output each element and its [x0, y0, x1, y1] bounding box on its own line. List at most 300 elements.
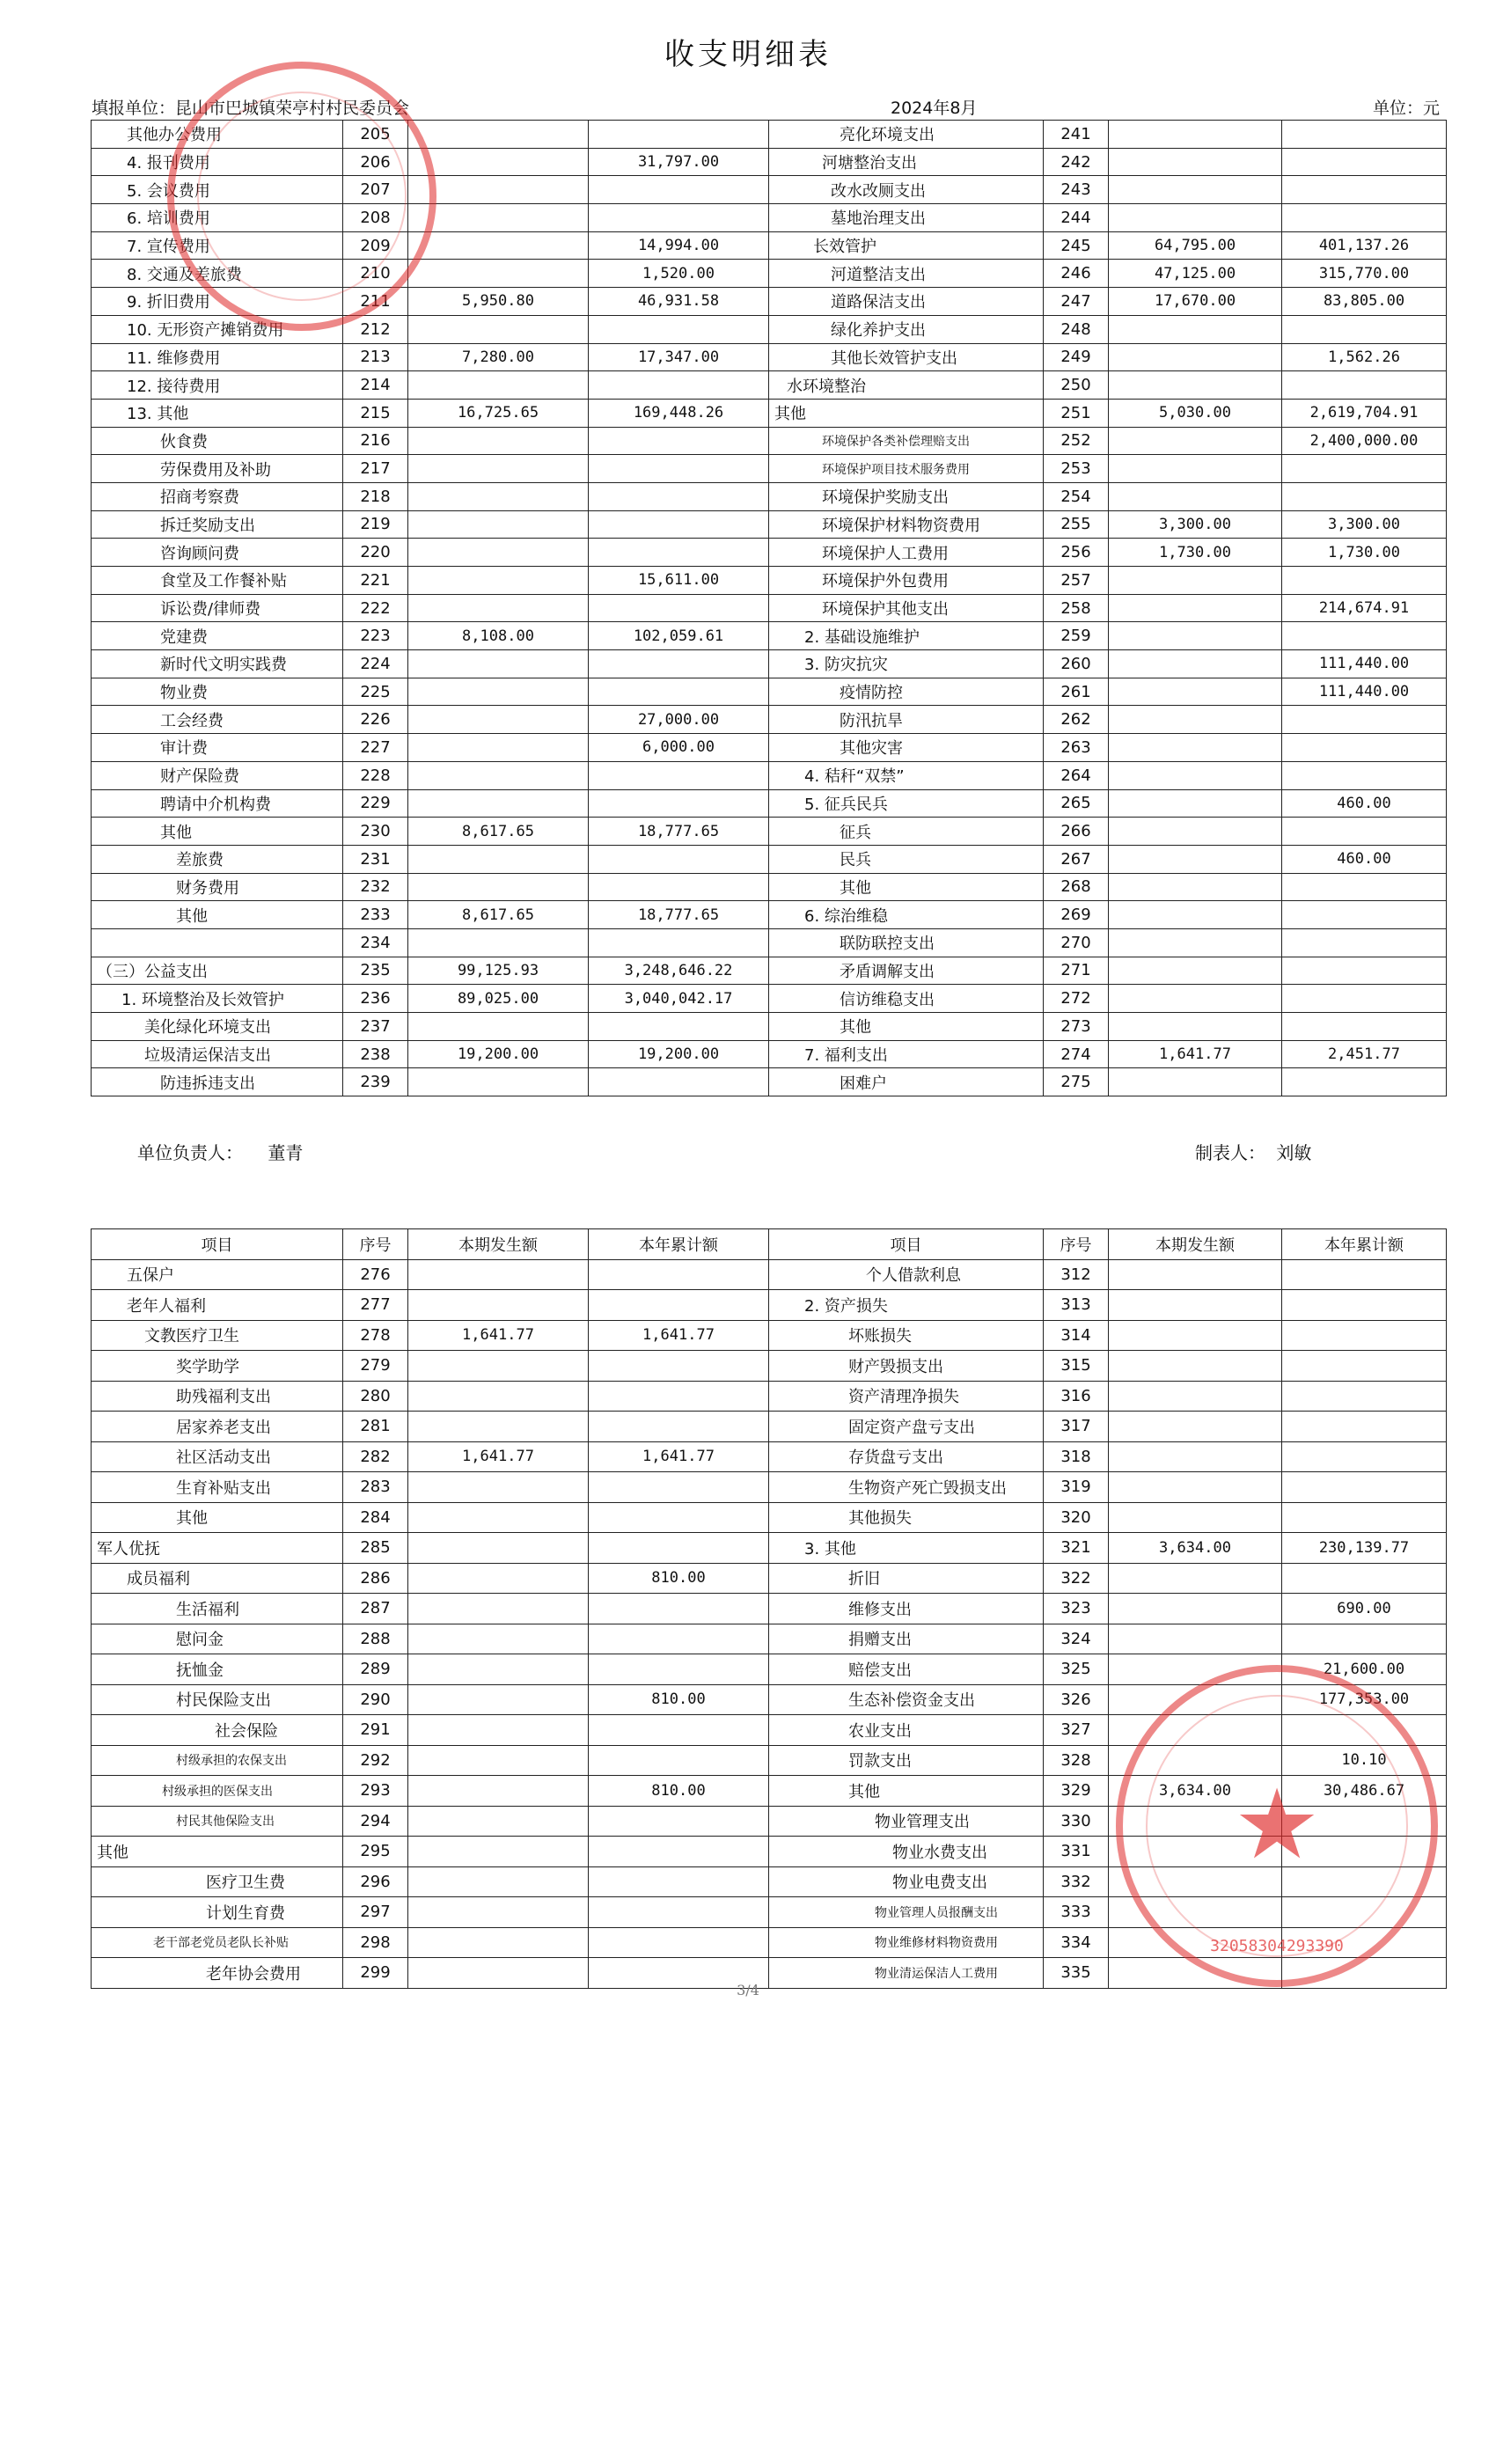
item-left: 新时代文明实践费: [92, 650, 343, 678]
ytd-right: 460.00: [1282, 789, 1447, 818]
ytd-left: [589, 1745, 769, 1776]
header-current: 本期发生额: [408, 1229, 589, 1260]
table-row: [92, 789, 1447, 818]
ytd-right: [1282, 734, 1447, 762]
item-left: 助残福利支出: [92, 1381, 343, 1412]
item-left: 抚恤金: [92, 1654, 343, 1685]
ytd-right: [1282, 818, 1447, 846]
ytd-left: [589, 678, 769, 706]
current-right: [1109, 121, 1282, 149]
item-left: 12. 接待费用: [92, 371, 343, 400]
seq-right: 246: [1044, 260, 1109, 288]
table-row: [92, 1594, 1447, 1624]
preparer-name: 刘敏: [1276, 1142, 1312, 1163]
seq-left: 283: [343, 1472, 408, 1503]
current-left: [408, 148, 589, 176]
current-left: [408, 427, 589, 455]
seq-left: 287: [343, 1594, 408, 1624]
current-left: [408, 678, 589, 706]
current-left: [408, 1654, 589, 1685]
ytd-left: 46,931.58: [589, 288, 769, 316]
ytd-left: 18,777.65: [589, 901, 769, 929]
ytd-left: 31,797.00: [589, 148, 769, 176]
seq-left: 225: [343, 678, 408, 706]
item-right: 矛盾调解支出: [769, 957, 1044, 985]
item-right: 其他: [769, 1013, 1044, 1041]
item-left: 军人优抚: [92, 1533, 343, 1564]
table-row: [92, 1563, 1447, 1594]
current-left: [408, 1533, 589, 1564]
seq-left: 237: [343, 1013, 408, 1041]
item-right: 物业清运保洁人工费用: [769, 1958, 1044, 1989]
item-left: 10. 无形资产摊销费用: [92, 315, 343, 343]
seq-right: 258: [1044, 594, 1109, 622]
seq-right: 241: [1044, 121, 1109, 149]
table-row: [92, 343, 1447, 371]
table-row: [92, 706, 1447, 734]
ytd-right: 315,770.00: [1282, 260, 1447, 288]
item-right: 亮化环境支出: [769, 121, 1044, 149]
header-seq: 序号: [343, 1229, 408, 1260]
seq-right: 335: [1044, 1958, 1109, 1989]
ytd-left: 14,994.00: [589, 231, 769, 260]
seq-right: 267: [1044, 845, 1109, 873]
item-left: 村级承担的医保支出: [92, 1776, 343, 1807]
ytd-left: [589, 371, 769, 400]
ytd-left: [589, 176, 769, 204]
table-row: [92, 678, 1447, 706]
item-right: 存货盘亏支出: [769, 1441, 1044, 1472]
ytd-left: [589, 1837, 769, 1867]
ytd-left: 6,000.00: [589, 734, 769, 762]
item-right: 固定资产盘亏支出: [769, 1412, 1044, 1442]
seq-right: 244: [1044, 204, 1109, 232]
current-right: [1109, 1320, 1282, 1351]
ytd-right: [1282, 1290, 1447, 1321]
ytd-right: [1282, 121, 1447, 149]
current-left: [408, 650, 589, 678]
seq-right: 266: [1044, 818, 1109, 846]
seq-left: 228: [343, 761, 408, 789]
current-left: [408, 1594, 589, 1624]
table-row: [92, 734, 1447, 762]
table-row: [92, 1624, 1447, 1654]
item-left: 计划生育费: [92, 1897, 343, 1928]
ytd-left: [589, 1866, 769, 1897]
ytd-left: [589, 121, 769, 149]
seq-left: 215: [343, 399, 408, 427]
item-left: 防违拆违支出: [92, 1068, 343, 1096]
seq-left: 224: [343, 650, 408, 678]
seq-right: 329: [1044, 1776, 1109, 1807]
ytd-left: [589, 928, 769, 957]
ytd-right: 2,400,000.00: [1282, 427, 1447, 455]
seq-right: 323: [1044, 1594, 1109, 1624]
item-left: 工会经费: [92, 706, 343, 734]
table-row: [92, 1068, 1447, 1096]
ytd-right: [1282, 204, 1447, 232]
header-ytd: 本年累计额: [1282, 1229, 1447, 1260]
seq-right: 257: [1044, 567, 1109, 595]
seq-left: 288: [343, 1624, 408, 1654]
ytd-right: [1282, 455, 1447, 483]
seq-right: 320: [1044, 1502, 1109, 1533]
current-left: [408, 734, 589, 762]
unit-head-label: 单位负责人：: [137, 1142, 243, 1163]
item-left: 党建费: [92, 622, 343, 650]
item-right: 物业水费支出: [769, 1837, 1044, 1867]
ytd-left: [589, 1594, 769, 1624]
item-right: 2. 资产损失: [769, 1290, 1044, 1321]
ytd-left: [589, 1654, 769, 1685]
seq-right: 275: [1044, 1068, 1109, 1096]
ytd-right: [1282, 1502, 1447, 1533]
seq-right: 313: [1044, 1290, 1109, 1321]
ytd-left: [589, 1472, 769, 1503]
ytd-left: 3,248,646.22: [589, 957, 769, 985]
seq-left: 233: [343, 901, 408, 929]
seq-right: 245: [1044, 231, 1109, 260]
current-right: 1,730.00: [1109, 539, 1282, 567]
table-row: [92, 622, 1447, 650]
ytd-right: [1282, 1381, 1447, 1412]
current-right: [1109, 1472, 1282, 1503]
table-row: [92, 482, 1447, 510]
seq-right: 253: [1044, 455, 1109, 483]
current-right: [1109, 678, 1282, 706]
ytd-right: [1282, 1624, 1447, 1654]
item-left: 文教医疗卫生: [92, 1320, 343, 1351]
item-left: 招商考察费: [92, 482, 343, 510]
table-row: [92, 1533, 1447, 1564]
item-right: 民兵: [769, 845, 1044, 873]
item-left: 医疗卫生费: [92, 1866, 343, 1897]
reporting-unit-name: 昆山市巴城镇荣亭村村民委员会: [175, 99, 410, 118]
ytd-left: [589, 1927, 769, 1958]
seq-left: 280: [343, 1381, 408, 1412]
ytd-right: [1282, 482, 1447, 510]
current-right: [1109, 1290, 1282, 1321]
table-row: [92, 1040, 1447, 1068]
table-row: [92, 845, 1447, 873]
current-right: [1109, 427, 1282, 455]
current-right: [1109, 1441, 1282, 1472]
seq-right: 325: [1044, 1654, 1109, 1685]
item-right: 环境保护奖励支出: [769, 482, 1044, 510]
current-right: [1109, 873, 1282, 901]
seq-right: 271: [1044, 957, 1109, 985]
current-right: [1109, 1068, 1282, 1096]
seq-left: 219: [343, 510, 408, 539]
ytd-left: [589, 482, 769, 510]
current-right: 1,641.77: [1109, 1040, 1282, 1068]
table-row: [92, 873, 1447, 901]
current-right: [1109, 957, 1282, 985]
ytd-right: 111,440.00: [1282, 678, 1447, 706]
item-right: 其他灾害: [769, 734, 1044, 762]
seq-right: 265: [1044, 789, 1109, 818]
ytd-right: [1282, 985, 1447, 1013]
seq-left: 218: [343, 482, 408, 510]
ytd-left: [589, 594, 769, 622]
ytd-left: [589, 845, 769, 873]
seq-right: 334: [1044, 1927, 1109, 1958]
table-row: [92, 1502, 1447, 1533]
item-right: 其他: [769, 399, 1044, 427]
ytd-left: [589, 1624, 769, 1654]
seq-right: 333: [1044, 1897, 1109, 1928]
ytd-left: [589, 1533, 769, 1564]
seq-left: 226: [343, 706, 408, 734]
seq-left: 291: [343, 1715, 408, 1746]
ytd-right: [1282, 148, 1447, 176]
seq-right: 248: [1044, 315, 1109, 343]
item-left: 老年协会费用: [92, 1958, 343, 1989]
current-right: [1109, 789, 1282, 818]
item-left: 居家养老支出: [92, 1412, 343, 1442]
current-left: [408, 928, 589, 957]
seq-right: 254: [1044, 482, 1109, 510]
current-right: [1109, 1351, 1282, 1382]
seq-right: 321: [1044, 1533, 1109, 1564]
seq-left: 235: [343, 957, 408, 985]
item-left: 成员福利: [92, 1563, 343, 1594]
seq-left: 231: [343, 845, 408, 873]
seq-right: 252: [1044, 427, 1109, 455]
item-left: 村民其他保险支出: [92, 1806, 343, 1837]
item-left: 老年人福利: [92, 1290, 343, 1321]
ytd-right: 177,353.00: [1282, 1684, 1447, 1715]
table-row: [92, 957, 1447, 985]
current-left: [408, 1776, 589, 1807]
current-left: [408, 455, 589, 483]
ytd-right: [1282, 315, 1447, 343]
seq-left: 298: [343, 1927, 408, 1958]
table-row: [92, 901, 1447, 929]
ytd-left: [589, 1502, 769, 1533]
preparer-signature: [1195, 1139, 1311, 1164]
seq-right: 273: [1044, 1013, 1109, 1041]
table-row: [92, 818, 1447, 846]
current-left: [408, 1412, 589, 1442]
ytd-right: [1282, 957, 1447, 985]
item-right: 生态补偿资金支出: [769, 1684, 1044, 1715]
current-right: [1109, 1563, 1282, 1594]
item-left: 社会保险: [92, 1715, 343, 1746]
seq-right: 272: [1044, 985, 1109, 1013]
ytd-right: 1,730.00: [1282, 539, 1447, 567]
item-left: 物业费: [92, 678, 343, 706]
current-right: [1109, 985, 1282, 1013]
current-left: [408, 1381, 589, 1412]
current-right: [1109, 734, 1282, 762]
current-right: 3,634.00: [1109, 1533, 1282, 1564]
table-row: [92, 1013, 1447, 1041]
ytd-right: [1282, 1441, 1447, 1472]
ytd-left: 169,448.26: [589, 399, 769, 427]
current-left: [408, 761, 589, 789]
seq-right: 326: [1044, 1684, 1109, 1715]
seq-left: 207: [343, 176, 408, 204]
current-left: 1,641.77: [408, 1320, 589, 1351]
item-right: 捐赠支出: [769, 1624, 1044, 1654]
seq-left: 230: [343, 818, 408, 846]
ytd-right: 1,562.26: [1282, 343, 1447, 371]
seq-left: 212: [343, 315, 408, 343]
current-right: [1109, 567, 1282, 595]
item-right: 赔偿支出: [769, 1654, 1044, 1685]
seq-left: 290: [343, 1684, 408, 1715]
item-right: 绿化养护支出: [769, 315, 1044, 343]
seq-left: 297: [343, 1897, 408, 1928]
item-right: 资产清理净损失: [769, 1381, 1044, 1412]
ytd-left: 19,200.00: [589, 1040, 769, 1068]
item-left: 审计费: [92, 734, 343, 762]
ytd-left: 18,777.65: [589, 818, 769, 846]
current-right: 47,125.00: [1109, 260, 1282, 288]
item-right: 墓地治理支出: [769, 204, 1044, 232]
current-left: [408, 121, 589, 149]
item-right: 道路保洁支出: [769, 288, 1044, 316]
preparer-label: 制表人：: [1195, 1142, 1265, 1163]
seq-left: 285: [343, 1533, 408, 1564]
item-left: 其他: [92, 1837, 343, 1867]
item-left: 其他: [92, 818, 343, 846]
current-right: [1109, 1381, 1282, 1412]
seq-left: 210: [343, 260, 408, 288]
table-row: [92, 985, 1447, 1013]
ytd-right: 10.10: [1282, 1745, 1447, 1776]
ytd-right: [1282, 761, 1447, 789]
item-left: 诉讼费/律师费: [92, 594, 343, 622]
seq-right: 324: [1044, 1624, 1109, 1654]
ytd-left: [589, 539, 769, 567]
item-right: 环境保护各类补偿理赔支出: [769, 427, 1044, 455]
current-right: [1109, 761, 1282, 789]
ytd-right: [1282, 176, 1447, 204]
item-left: 8. 交通及差旅费: [92, 260, 343, 288]
current-right: [1109, 176, 1282, 204]
ytd-right: 30,486.67: [1282, 1776, 1447, 1807]
ytd-left: 27,000.00: [589, 706, 769, 734]
current-left: [408, 1624, 589, 1654]
item-right: 物业维修材料物资费用: [769, 1927, 1044, 1958]
table-row: [92, 928, 1447, 957]
ytd-left: 3,040,042.17: [589, 985, 769, 1013]
item-right: 4. 秸秆“双禁”: [769, 761, 1044, 789]
current-right: [1109, 818, 1282, 846]
seq-right: 269: [1044, 901, 1109, 929]
ytd-left: 1,641.77: [589, 1320, 769, 1351]
ytd-right: 2,451.77: [1282, 1040, 1447, 1068]
seq-left: 295: [343, 1837, 408, 1867]
current-left: [408, 1684, 589, 1715]
current-right: [1109, 148, 1282, 176]
table-row: [92, 594, 1447, 622]
ytd-right: [1282, 1563, 1447, 1594]
item-right: 2. 基础设施维护: [769, 622, 1044, 650]
current-right: [1109, 622, 1282, 650]
seq-right: 259: [1044, 622, 1109, 650]
current-left: [408, 1806, 589, 1837]
table-row: [92, 1351, 1447, 1382]
ytd-left: [589, 1068, 769, 1096]
current-right: 3,300.00: [1109, 510, 1282, 539]
item-left: 差旅费: [92, 845, 343, 873]
ytd-right: [1282, 1068, 1447, 1096]
current-left: [408, 315, 589, 343]
seq-right: 263: [1044, 734, 1109, 762]
item-right: 生物资产死亡毁损支出: [769, 1472, 1044, 1503]
ytd-left: [589, 1897, 769, 1928]
ytd-left: [589, 1013, 769, 1041]
current-left: [408, 539, 589, 567]
seq-left: 289: [343, 1654, 408, 1685]
ytd-left: 15,611.00: [589, 567, 769, 595]
page-title: 收支明细表: [664, 37, 832, 72]
current-left: 8,617.65: [408, 818, 589, 846]
current-left: [408, 231, 589, 260]
seq-right: 274: [1044, 1040, 1109, 1068]
item-left: 1. 环境整治及长效管护: [92, 985, 343, 1013]
item-right: 疫情防控: [769, 678, 1044, 706]
seq-right: 249: [1044, 343, 1109, 371]
item-left: 11. 维修费用: [92, 343, 343, 371]
item-left: 村民保险支出: [92, 1684, 343, 1715]
seq-left: 284: [343, 1502, 408, 1533]
ytd-right: [1282, 567, 1447, 595]
item-right: 维修支出: [769, 1594, 1044, 1624]
seq-left: 220: [343, 539, 408, 567]
seq-right: 331: [1044, 1837, 1109, 1867]
ytd-right: 2,619,704.91: [1282, 399, 1447, 427]
current-left: [408, 1563, 589, 1594]
item-left: 食堂及工作餐补贴: [92, 567, 343, 595]
ytd-left: 17,347.00: [589, 343, 769, 371]
item-right: 环境保护外包费用: [769, 567, 1044, 595]
item-left: 老干部老党员老队长补贴: [92, 1927, 343, 1958]
item-left: 其他办公费用: [92, 121, 343, 149]
current-left: [408, 567, 589, 595]
current-left: [408, 1472, 589, 1503]
seq-left: 279: [343, 1351, 408, 1382]
current-left: [408, 1897, 589, 1928]
current-left: [408, 1259, 589, 1290]
table-row: [92, 1320, 1447, 1351]
table-row: [92, 399, 1447, 427]
seq-right: 322: [1044, 1563, 1109, 1594]
ytd-left: [589, 873, 769, 901]
ytd-right: [1282, 901, 1447, 929]
item-left: 奖学助学: [92, 1351, 343, 1382]
item-left: 五保户: [92, 1259, 343, 1290]
item-right: 6. 综治维稳: [769, 901, 1044, 929]
ytd-left: [589, 1259, 769, 1290]
seq-left: 282: [343, 1441, 408, 1472]
item-right: 长效管护: [769, 231, 1044, 260]
current-right: [1109, 650, 1282, 678]
seq-left: 213: [343, 343, 408, 371]
seq-left: 211: [343, 288, 408, 316]
current-left: 19,200.00: [408, 1040, 589, 1068]
seq-left: 222: [343, 594, 408, 622]
seq-left: 209: [343, 231, 408, 260]
seq-left: 229: [343, 789, 408, 818]
current-right: 64,795.00: [1109, 231, 1282, 260]
table-row: [92, 539, 1447, 567]
ytd-left: [589, 1351, 769, 1382]
item-right: 3. 其他: [769, 1533, 1044, 1564]
